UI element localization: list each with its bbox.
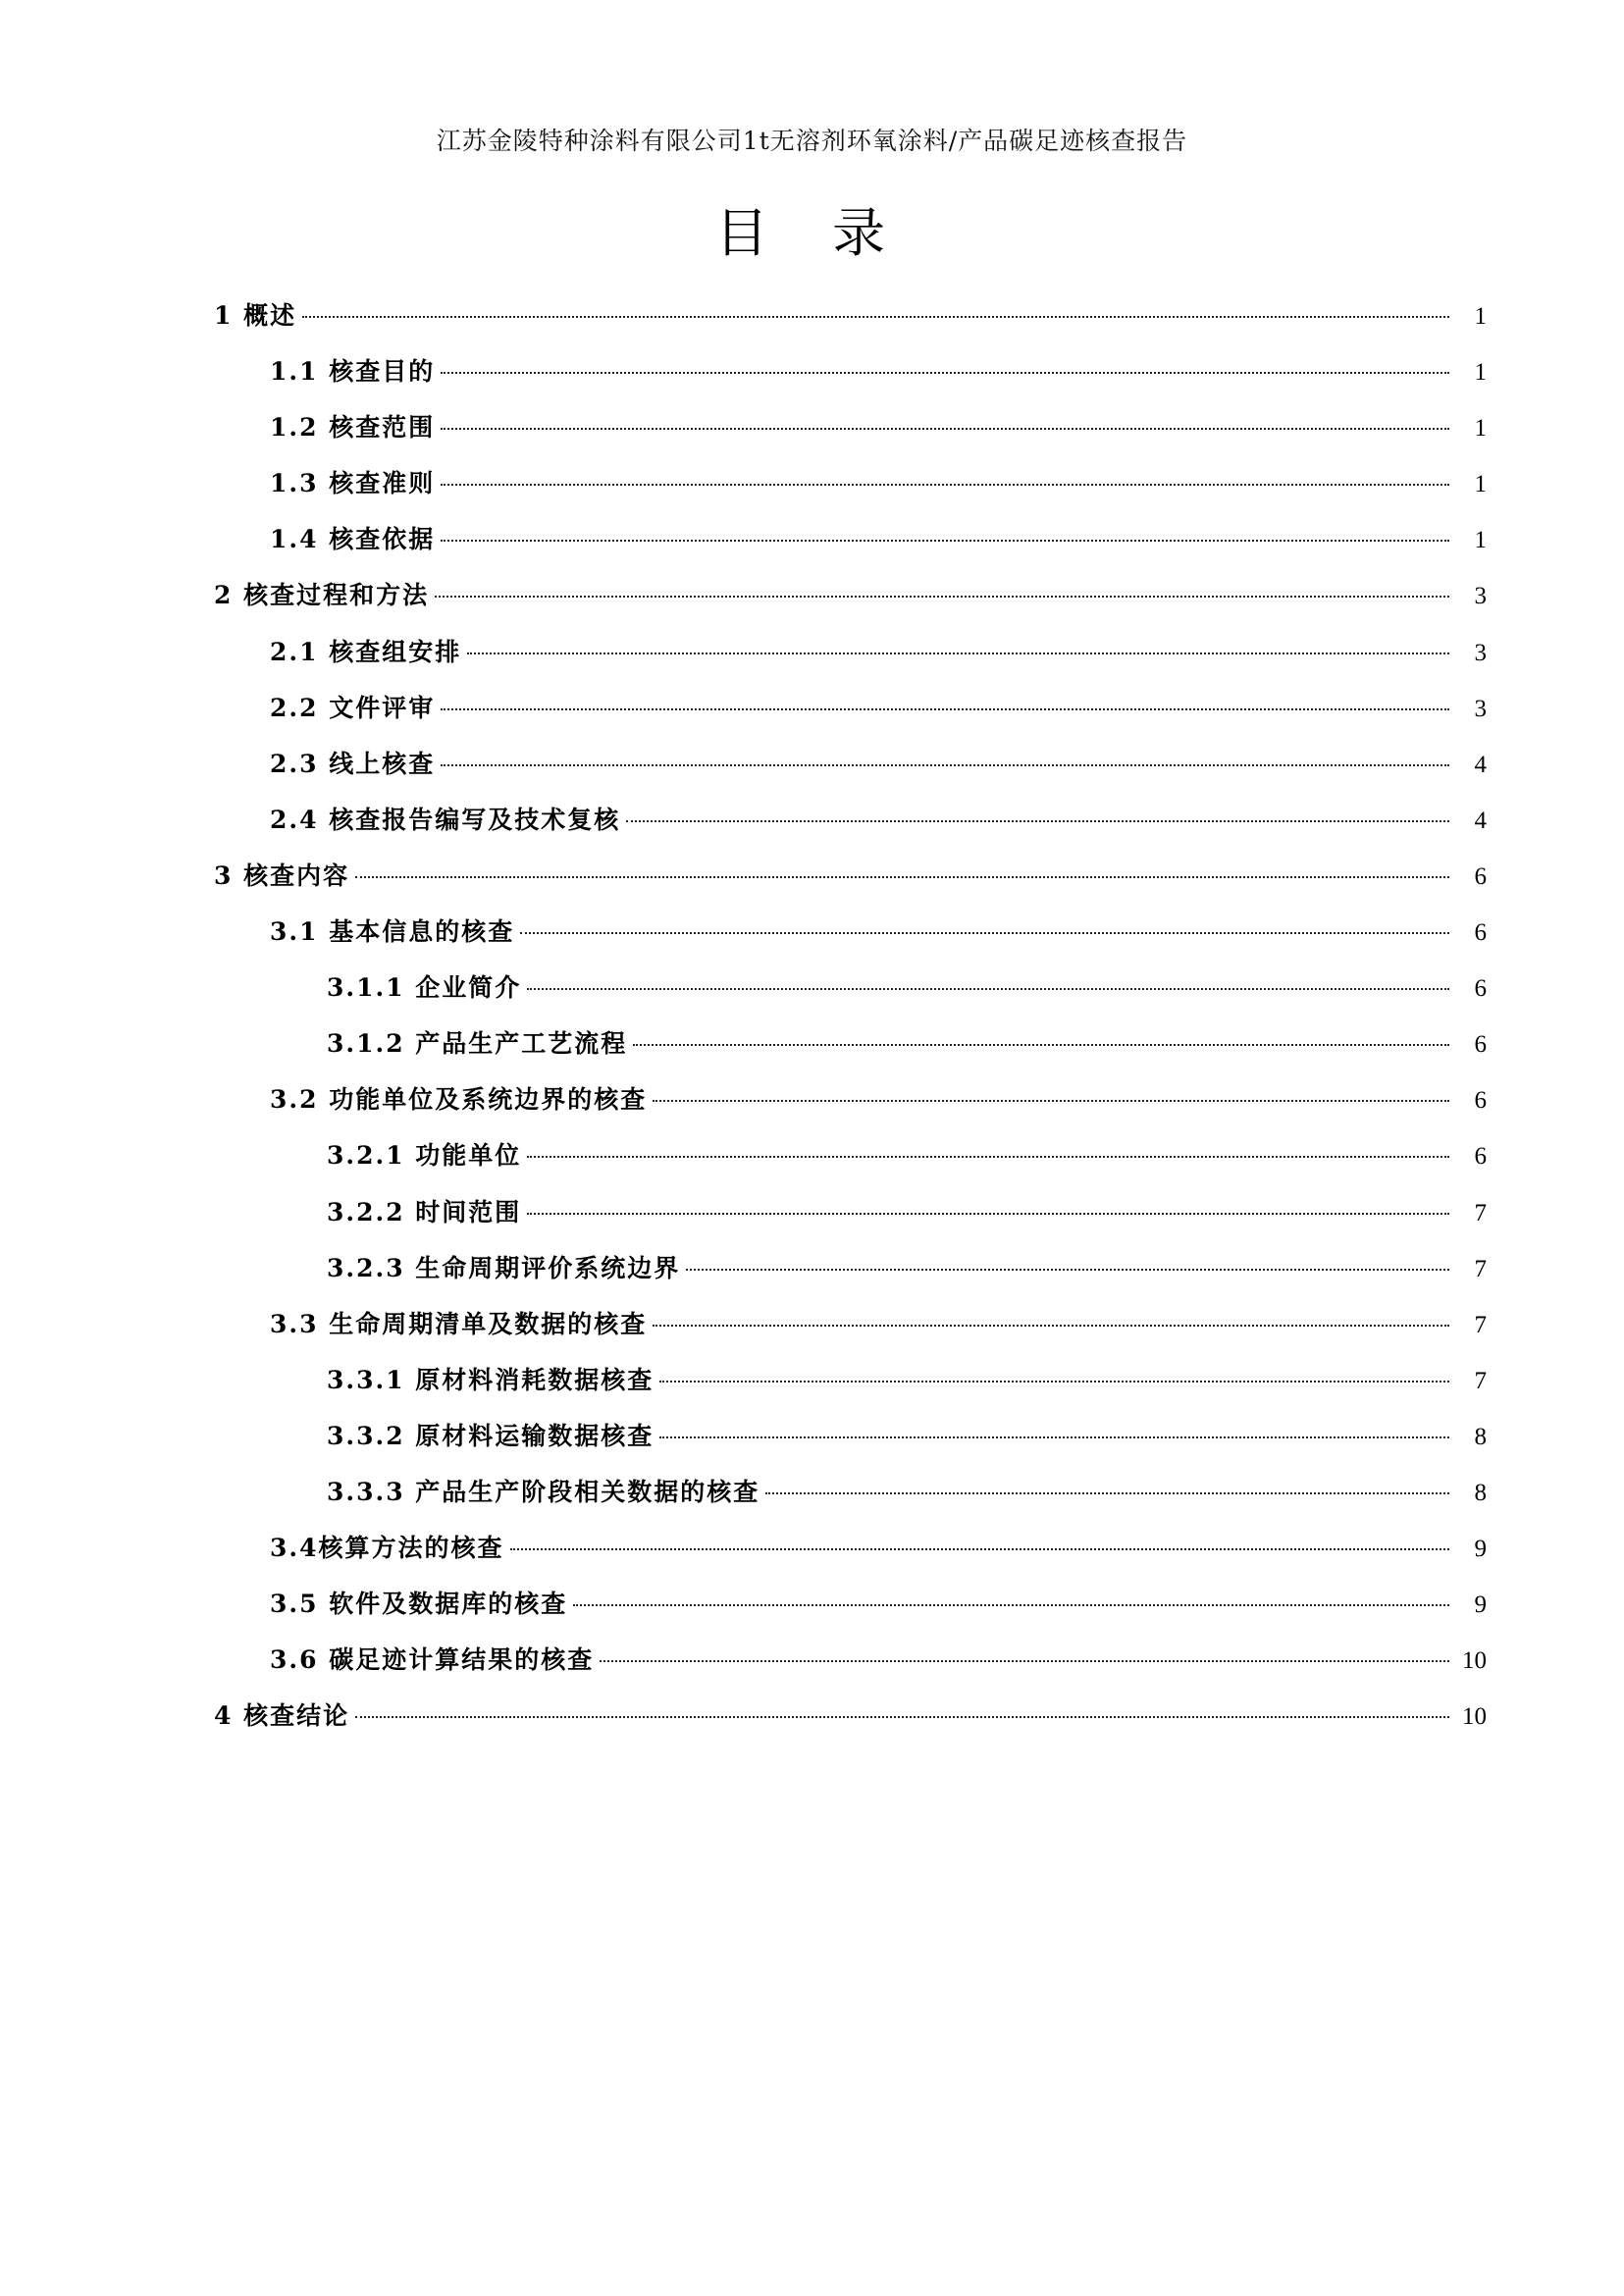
dot-leader — [659, 1381, 1449, 1383]
toc-entry-label: 3.2.1 功能单位 — [327, 1141, 522, 1171]
running-header: 江苏金陵特种涂料有限公司1t无溶剂环氧涂料/产品碳足迹核查报告 — [436, 127, 1188, 155]
toc-entry-page-number: 6 — [1474, 862, 1487, 890]
dot-leader — [527, 1156, 1449, 1158]
dot-leader — [441, 708, 1449, 710]
toc-entry[interactable] — [0, 1361, 1624, 1417]
toc-entry-page-number: 9 — [1474, 1592, 1487, 1619]
toc-entry-label: 3.3 生命周期清单及数据的核查 — [270, 1309, 648, 1338]
toc-entry-label: 3.1.1 企业简介 — [327, 973, 522, 1003]
dot-leader — [435, 596, 1449, 598]
toc-entry-page-number: 7 — [1474, 1255, 1487, 1282]
toc-entry[interactable] — [0, 745, 1624, 801]
dot-leader — [441, 540, 1449, 542]
toc-entry-page-number: 7 — [1474, 1367, 1487, 1394]
toc-entry-page-number: 6 — [1474, 1143, 1487, 1171]
toc-entry-label: 3.3.2 原材料运输数据核查 — [327, 1421, 655, 1450]
toc-entry[interactable] — [0, 1136, 1624, 1192]
toc-entry[interactable] — [0, 801, 1624, 857]
dot-leader — [653, 1325, 1449, 1327]
toc-entry-label: 3.1.2 产品生产工艺流程 — [327, 1029, 628, 1059]
toc-entry-page-number: 6 — [1474, 975, 1487, 1003]
toc-entry[interactable] — [0, 857, 1624, 913]
toc-entry-label: 1.4 核查依据 — [270, 525, 436, 554]
toc-entry-page-number: 7 — [1474, 1311, 1487, 1338]
dot-leader — [302, 316, 1449, 318]
dot-leader — [520, 932, 1449, 934]
toc-entry[interactable] — [0, 408, 1624, 464]
toc-entry-page-number: 1 — [1474, 303, 1487, 330]
dot-leader — [355, 876, 1449, 878]
dot-leader — [600, 1660, 1449, 1662]
toc-entry-page-number: 3 — [1474, 583, 1487, 610]
dot-leader — [510, 1548, 1450, 1550]
toc-entry[interactable] — [0, 1249, 1624, 1305]
dot-leader — [441, 764, 1449, 766]
toc-title: 目 录 — [714, 202, 910, 264]
dot-leader — [441, 428, 1449, 430]
toc-entry-page-number: 1 — [1474, 527, 1487, 554]
toc-entry-page-number: 3 — [1474, 695, 1487, 722]
dot-leader — [441, 484, 1449, 486]
toc-entry-label: 3.3.3 产品生产阶段相关数据的核查 — [327, 1477, 760, 1506]
toc-entry-page-number: 1 — [1474, 471, 1487, 498]
dot-leader — [633, 1044, 1449, 1046]
toc-entry-label: 1.3 核查准则 — [270, 469, 436, 498]
dot-leader — [653, 1100, 1449, 1102]
toc-entry-label: 3.5 软件及数据库的核查 — [270, 1590, 568, 1619]
toc-entry[interactable] — [0, 1529, 1624, 1585]
toc-entry-label: 1 概述 — [214, 301, 297, 330]
toc-entry[interactable] — [0, 633, 1624, 689]
dot-leader — [626, 820, 1449, 822]
toc-entry-label: 2.2 文件评审 — [270, 693, 436, 722]
toc-entry[interactable] — [0, 1696, 1624, 1752]
toc-entry[interactable] — [0, 968, 1624, 1024]
dot-leader — [355, 1716, 1449, 1718]
toc-entry-label: 2.3 线上核查 — [270, 749, 436, 778]
toc-entry[interactable] — [0, 1473, 1624, 1529]
toc-entry[interactable] — [0, 464, 1624, 520]
toc-entry-label: 3.4核算方法的核查 — [270, 1534, 504, 1563]
toc-entry-page-number: 4 — [1474, 751, 1487, 778]
toc-entry-page-number: 6 — [1474, 1031, 1487, 1059]
toc-entry-label: 2.1 核查组安排 — [270, 637, 462, 666]
toc-entry[interactable] — [0, 913, 1624, 968]
toc-entry-page-number: 9 — [1474, 1536, 1487, 1563]
toc-entry[interactable] — [0, 689, 1624, 745]
toc-entry[interactable] — [0, 576, 1624, 632]
toc-entry-page-number: 10 — [1462, 1647, 1487, 1675]
toc-entry[interactable] — [0, 1193, 1624, 1249]
toc-entry-page-number: 3 — [1474, 639, 1487, 666]
dot-leader — [765, 1492, 1449, 1494]
toc-entry[interactable] — [0, 1305, 1624, 1361]
toc-entry-page-number: 10 — [1462, 1703, 1487, 1731]
toc-entry-page-number: 6 — [1474, 919, 1487, 947]
toc-entry-label: 3 核查内容 — [214, 861, 350, 890]
toc-entry[interactable] — [0, 1585, 1624, 1641]
dot-leader — [527, 988, 1449, 990]
dot-leader — [467, 652, 1449, 654]
toc-entry[interactable] — [0, 296, 1624, 352]
toc-entry-label: 3.2.3 生命周期评价系统边界 — [327, 1253, 681, 1282]
toc-entry-page-number: 7 — [1474, 1199, 1487, 1226]
toc-entry-page-number: 1 — [1474, 415, 1487, 443]
toc-entry[interactable] — [0, 1080, 1624, 1136]
toc-entry-label: 1.2 核查范围 — [270, 413, 436, 443]
toc-entry[interactable] — [0, 1024, 1624, 1080]
dot-leader — [441, 372, 1449, 374]
toc-entry-page-number: 1 — [1474, 359, 1487, 387]
toc-entry-label: 2 核查过程和方法 — [214, 581, 430, 610]
toc-entry[interactable] — [0, 1417, 1624, 1473]
toc-entry-label: 3.2.2 时间范围 — [327, 1197, 522, 1226]
toc-entry-label: 2.4 核查报告编写及技术复核 — [270, 805, 621, 834]
toc-entry[interactable] — [0, 1641, 1624, 1696]
toc-entry-label: 3.1 基本信息的核查 — [270, 917, 515, 947]
toc-entry-page-number: 8 — [1474, 1423, 1487, 1450]
toc-entry[interactable] — [0, 352, 1624, 408]
toc-entry-page-number: 6 — [1474, 1087, 1487, 1115]
toc-entry-label: 3.2 功能单位及系统边界的核查 — [270, 1085, 648, 1115]
dot-leader — [686, 1269, 1449, 1271]
toc-entry-page-number: 4 — [1474, 807, 1487, 834]
dot-leader — [573, 1604, 1449, 1606]
dot-leader — [527, 1213, 1449, 1215]
dot-leader — [659, 1436, 1449, 1438]
toc-entry-label: 3.3.1 原材料消耗数据核查 — [327, 1365, 655, 1394]
toc-entry-label: 1.1 核查目的 — [270, 357, 436, 387]
table-of-contents — [0, 296, 1624, 1752]
toc-entry-label: 3.6 碳足迹计算结果的核查 — [270, 1645, 595, 1675]
toc-entry-page-number: 8 — [1474, 1479, 1487, 1506]
toc-entry-label: 4 核查结论 — [214, 1701, 350, 1731]
toc-entry[interactable] — [0, 520, 1624, 576]
